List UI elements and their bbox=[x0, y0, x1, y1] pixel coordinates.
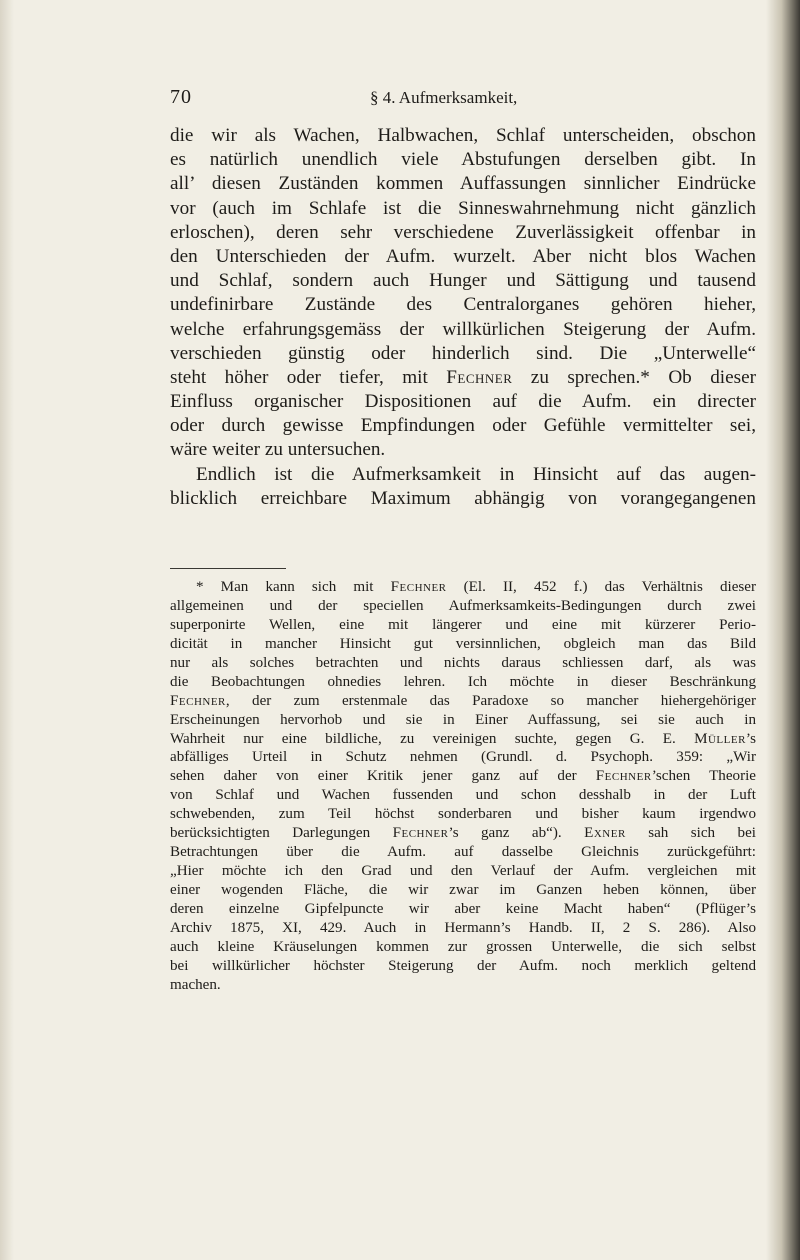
author-name: Fechner bbox=[392, 825, 449, 842]
text-line: Einfluss organischer Dispositionen auf die Aufm. ein directer bbox=[170, 391, 756, 413]
footnote-line: allgemeinen und der speciellen Aufmerksamkeits-Bedingungen durch zwei bbox=[170, 597, 756, 614]
footnote-line: superponirte Wellen, eine mit längerer und eine mit kürzerer Perio- bbox=[170, 616, 756, 633]
text-line: undefinirbare Zustände des Centralorganes gehören hieher, bbox=[170, 294, 756, 316]
author-name: Fechner bbox=[390, 579, 447, 595]
footnote-line: auch kleine Kräuselungen kommen zur grossen Unterwelle, die sich selbst bbox=[170, 938, 756, 955]
footnote-line: deren einzelne Gipfelpuncte wir aber keine Macht haben“ (Pflüger’s bbox=[170, 900, 756, 917]
text-line: oder durch gewisse Empfindungen oder Gefühle vermittelter sei, bbox=[170, 415, 756, 437]
footnote-line: „Hier möchte ich den Grad und den Verlauf der Aufm. vergleichen mit bbox=[170, 863, 756, 880]
footnote-line: Erscheinungen hervorhob und sie in Einer Auffassung, sei sie auch in bbox=[170, 711, 756, 728]
footnote-line bbox=[170, 767, 756, 786]
text-line: es natürlich unendlich viele Abstufungen derselben gibt. In bbox=[170, 149, 756, 171]
page-edge-left bbox=[0, 0, 14, 1260]
footnote-line: Archiv 1875, XI, 429. Auch in Hermann’s Handb. II, 2 S. 286). Also bbox=[170, 919, 756, 936]
footnote-line bbox=[170, 730, 756, 749]
page-header bbox=[170, 86, 750, 116]
author-name: Müller bbox=[694, 730, 746, 747]
text-line: den Unterschieden der Aufm. wurzelt. Aber nicht blos Wachen bbox=[170, 245, 756, 267]
footnote-line: Betrachtungen über die Aufm. auf dasselbe Gleichnis zurückgeführt: bbox=[170, 844, 756, 861]
page-number: 70 bbox=[170, 86, 192, 108]
author-name: Fechner bbox=[595, 768, 652, 785]
text-line: die wir als Wachen, Halbwachen, Schlaf unterscheiden, obschon bbox=[170, 125, 756, 146]
text-fragment: berücksichtigten Darlegungen bbox=[170, 825, 371, 842]
footnote-line bbox=[170, 692, 756, 711]
page-edge-right bbox=[766, 0, 800, 1260]
text-line: und Schlaf, sondern auch Hunger und Sättigung und tausend bbox=[170, 270, 756, 292]
footnote-line: einer wogenden Fläche, die wir zwar im Ganzen heben können, über bbox=[170, 882, 756, 898]
text-line: all’ diesen Zuständen kommen Auffassungen sinnlicher Eindrücke bbox=[170, 173, 756, 195]
footnote-line: machen. bbox=[170, 976, 221, 993]
footnote-line: von Schlaf und Wachen fussenden und schon desshalb in der Luft bbox=[170, 787, 756, 804]
text-fragment: zu sprechen.* Ob dieser bbox=[530, 366, 757, 388]
author-name: Fechner bbox=[446, 366, 513, 388]
text-fragment: steht höher oder tiefer, mit bbox=[170, 366, 428, 388]
footnote-line bbox=[170, 824, 756, 843]
footnote-rule bbox=[170, 568, 286, 569]
text-fragment: ’s bbox=[745, 730, 756, 747]
author-name: Exner bbox=[584, 825, 626, 842]
footnote-line: bei willkürlicher höchster Steigerung der Aufm. noch merklich geltend bbox=[170, 957, 756, 974]
footnote-line: abfälliges Urteil in Schutz nehmen (Grundl. d. Psychoph. 359: „Wir bbox=[170, 749, 756, 766]
running-title: § 4. Aufmerksamkeit, bbox=[370, 88, 518, 107]
footnote-line: die Beobachtungen ohnedies lehren. Ich möchte in dieser Beschränkung bbox=[170, 673, 756, 690]
text-fragment: * Man kann sich mit bbox=[196, 579, 374, 595]
text-line: verschieden günstig oder hinderlich sind. Die „Unterwelle“ bbox=[170, 342, 756, 364]
text-fragment: Wahrheit nur eine bildliche, zu vereinigen suchte, gegen G. E. bbox=[170, 730, 676, 747]
text-line: welche erfahrungsgemäss der willkürlichen Steigerung der Aufm. bbox=[170, 318, 756, 340]
footnote-line: nur als solches betrachten und nichts daraus schliessen darf, als was bbox=[170, 654, 756, 671]
footnote-line bbox=[170, 578, 756, 597]
text-line: vor (auch im Schlafe ist die Sinneswahrnehmung nicht gänzlich bbox=[170, 197, 756, 219]
text-line: erloschen), deren sehr verschiedene Zuverlässigkeit offenbar in bbox=[170, 221, 756, 243]
text-fragment: (El. II, 452 f.) das Verhältnis dieser bbox=[463, 579, 756, 595]
text-fragment: , der zum erstenmale das Paradoxe so mancher hiehergehöriger bbox=[225, 692, 756, 709]
text-line: wäre weiter zu untersuchen. bbox=[170, 439, 386, 461]
author-name: Fechner bbox=[170, 692, 226, 709]
text-line: Endlich ist die Aufmerksamkeit in Hinsicht auf das augen- bbox=[196, 463, 756, 485]
text-fragment: ’s ganz ab“). bbox=[448, 825, 562, 842]
footnote bbox=[170, 578, 756, 995]
text-line: blicklich erreichbare Maximum abhängig von vorangegangenen bbox=[170, 487, 756, 509]
main-text bbox=[170, 124, 756, 511]
text-fragment: sah sich bei bbox=[648, 825, 756, 842]
text-fragment: sehen daher von einer Kritik jener ganz auf der bbox=[170, 768, 577, 785]
text-fragment: ’schen Theorie bbox=[651, 768, 756, 785]
footnote-line: dicität in mancher Hinsicht gut versinnlichen, obgleich man das Bild bbox=[170, 635, 756, 652]
footnote-line: schwebenden, zum Teil höchst sonderbaren und bisher kaum irgendwo bbox=[170, 806, 756, 823]
text-line bbox=[170, 366, 756, 390]
